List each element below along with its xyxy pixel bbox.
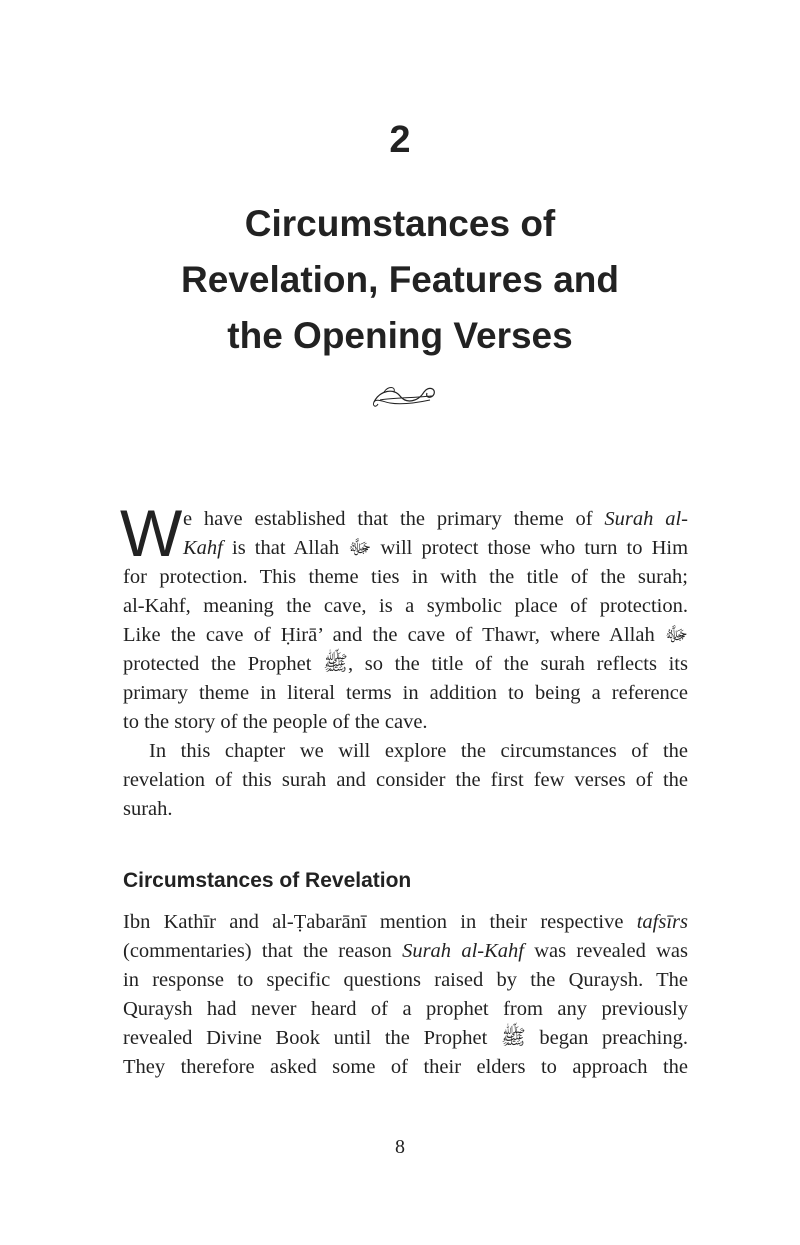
text-line: Like the cave of Ḥirā’ and the cave of Thawr, where Allah ﷻ — [123, 624, 688, 646]
drop-cap: W — [120, 496, 183, 570]
text-line: revelation of this surah and consider the first few verses of the — [123, 769, 688, 791]
text-line: e have established that the primary theme of Surah al- — [183, 508, 689, 530]
section-heading: Circumstances of Revelation — [123, 869, 412, 892]
chapter-number: 2 — [389, 119, 411, 161]
chapter-title-line: the Opening Verses — [227, 315, 573, 356]
chapter-title-line: Revelation, Features and — [181, 259, 619, 300]
text-line: Kahf is that Allah ﷻ will protect those who turn to Him — [183, 537, 689, 559]
text-line: primary theme in literal terms in addition to being a reference — [123, 682, 688, 704]
text-line: They therefore asked some of their elders to approach the — [123, 1056, 688, 1078]
paragraph-revelation — [123, 908, 688, 1082]
chapter-title-line: Circumstances of — [244, 203, 556, 244]
paragraph-chapter-overview — [123, 737, 688, 824]
text-line: surah. — [123, 798, 173, 820]
text-line: to the story of the people of the cave. — [123, 711, 428, 733]
page-number: 8 — [395, 1136, 405, 1158]
paragraph-intro-top — [183, 505, 688, 563]
text-line: (commentaries) that the reason Surah al-Kahf was revealed was — [123, 940, 688, 962]
text-line: in response to specific questions raised by the Quraysh. The — [123, 969, 688, 991]
text-line: Ibn Kathīr and al-Ṭabarānī mention in their respective tafsīrs — [123, 911, 688, 933]
text-line: al-Kahf, meaning the cave, is a symbolic place of protection. — [123, 595, 688, 617]
flourish-ornament-icon — [370, 380, 440, 410]
text-line: In this chapter we will explore the circumstances of the — [149, 740, 688, 762]
text-line: protected the Prophet ﷺ, so the title of the surah reflects its — [123, 653, 688, 675]
text-line: revealed Divine Book until the Prophet ﷺ began preaching. — [123, 1027, 688, 1049]
text-line: Quraysh had never heard of a prophet from any previously — [123, 998, 688, 1020]
chapter-title — [100, 196, 700, 364]
text-line: for protection. This theme ties in with the title of the surah; — [123, 566, 688, 588]
paragraph-intro-rest — [123, 563, 688, 737]
